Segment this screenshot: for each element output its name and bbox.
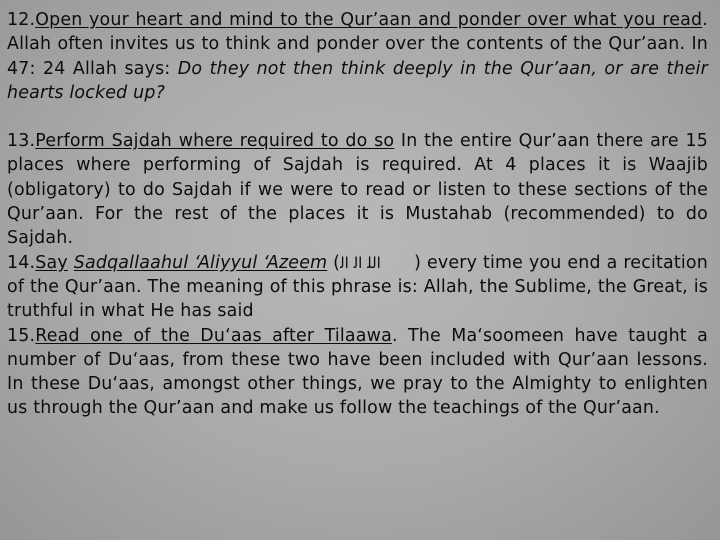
item-13-number: 13.	[7, 131, 36, 152]
item-12-paragraph	[7, 8, 708, 105]
item-15-heading-end: .	[391, 325, 398, 346]
item-14-paren-open: (	[327, 252, 341, 273]
item-12-number: 12.	[7, 10, 36, 30]
item-14-paragraph	[7, 251, 708, 324]
item-14-phrase: Sadqallaahul ‘Aliyyul ‘Azeem	[73, 252, 328, 273]
item-13-heading: Perform Sajdah where required to do so	[35, 131, 395, 152]
item-13-paragraph	[7, 129, 708, 250]
item-12-quote: Do they not then think deeply in the Qur’aan, or are their hearts locked up?	[7, 58, 708, 103]
item-14-paren-close: )	[414, 252, 422, 273]
item-14-number: 14.	[7, 252, 36, 273]
item-14-say: Say	[35, 252, 68, 273]
item-15-text: The Ma‘soomeen have taught a number of Du‘aas, from these two have been included with Qur’aan lessons. In these Du‘aas, amongst other things, we pray to the Almighty to enlighten us through the Qur’aan and make us follow the teachings of the Qur’aan.	[7, 325, 708, 419]
item-15-paragraph	[7, 324, 708, 421]
item-15-heading: Read one of the Du‘aas after Tilaawa	[35, 325, 392, 346]
item-15-number: 15.	[7, 325, 36, 346]
paragraph-spacer	[7, 105, 708, 129]
item-14-text: every time you end a recitation of the Qur’aan. The meaning of this phrase is: Allah, the Sublime, the Great, is truthful in what He has said	[7, 252, 708, 322]
item-12-heading: Open your heart and mind to the Qur’aan and ponder over what you read	[35, 10, 703, 30]
item-12-text: Allah often invites us to think and ponder over the contents of the Qur’aan. In 47: 24 Allah says:	[7, 34, 708, 79]
item-13-text: In the entire Qur’aan there are 15 places where performing of Sajdah is required. At 4 places it is Waajib (obligatory) to do Sajdah if we were to read or listen to these sections of the Qur’aan. For the rest of the places it is Mustahab (recommended) to do Sajdah.	[7, 131, 709, 249]
item-14-arabic-phrase: ﺍﻟﻠ ﺍﻟ ﺍﻟ	[340, 253, 381, 272]
item-12-heading-end: .	[702, 10, 708, 30]
